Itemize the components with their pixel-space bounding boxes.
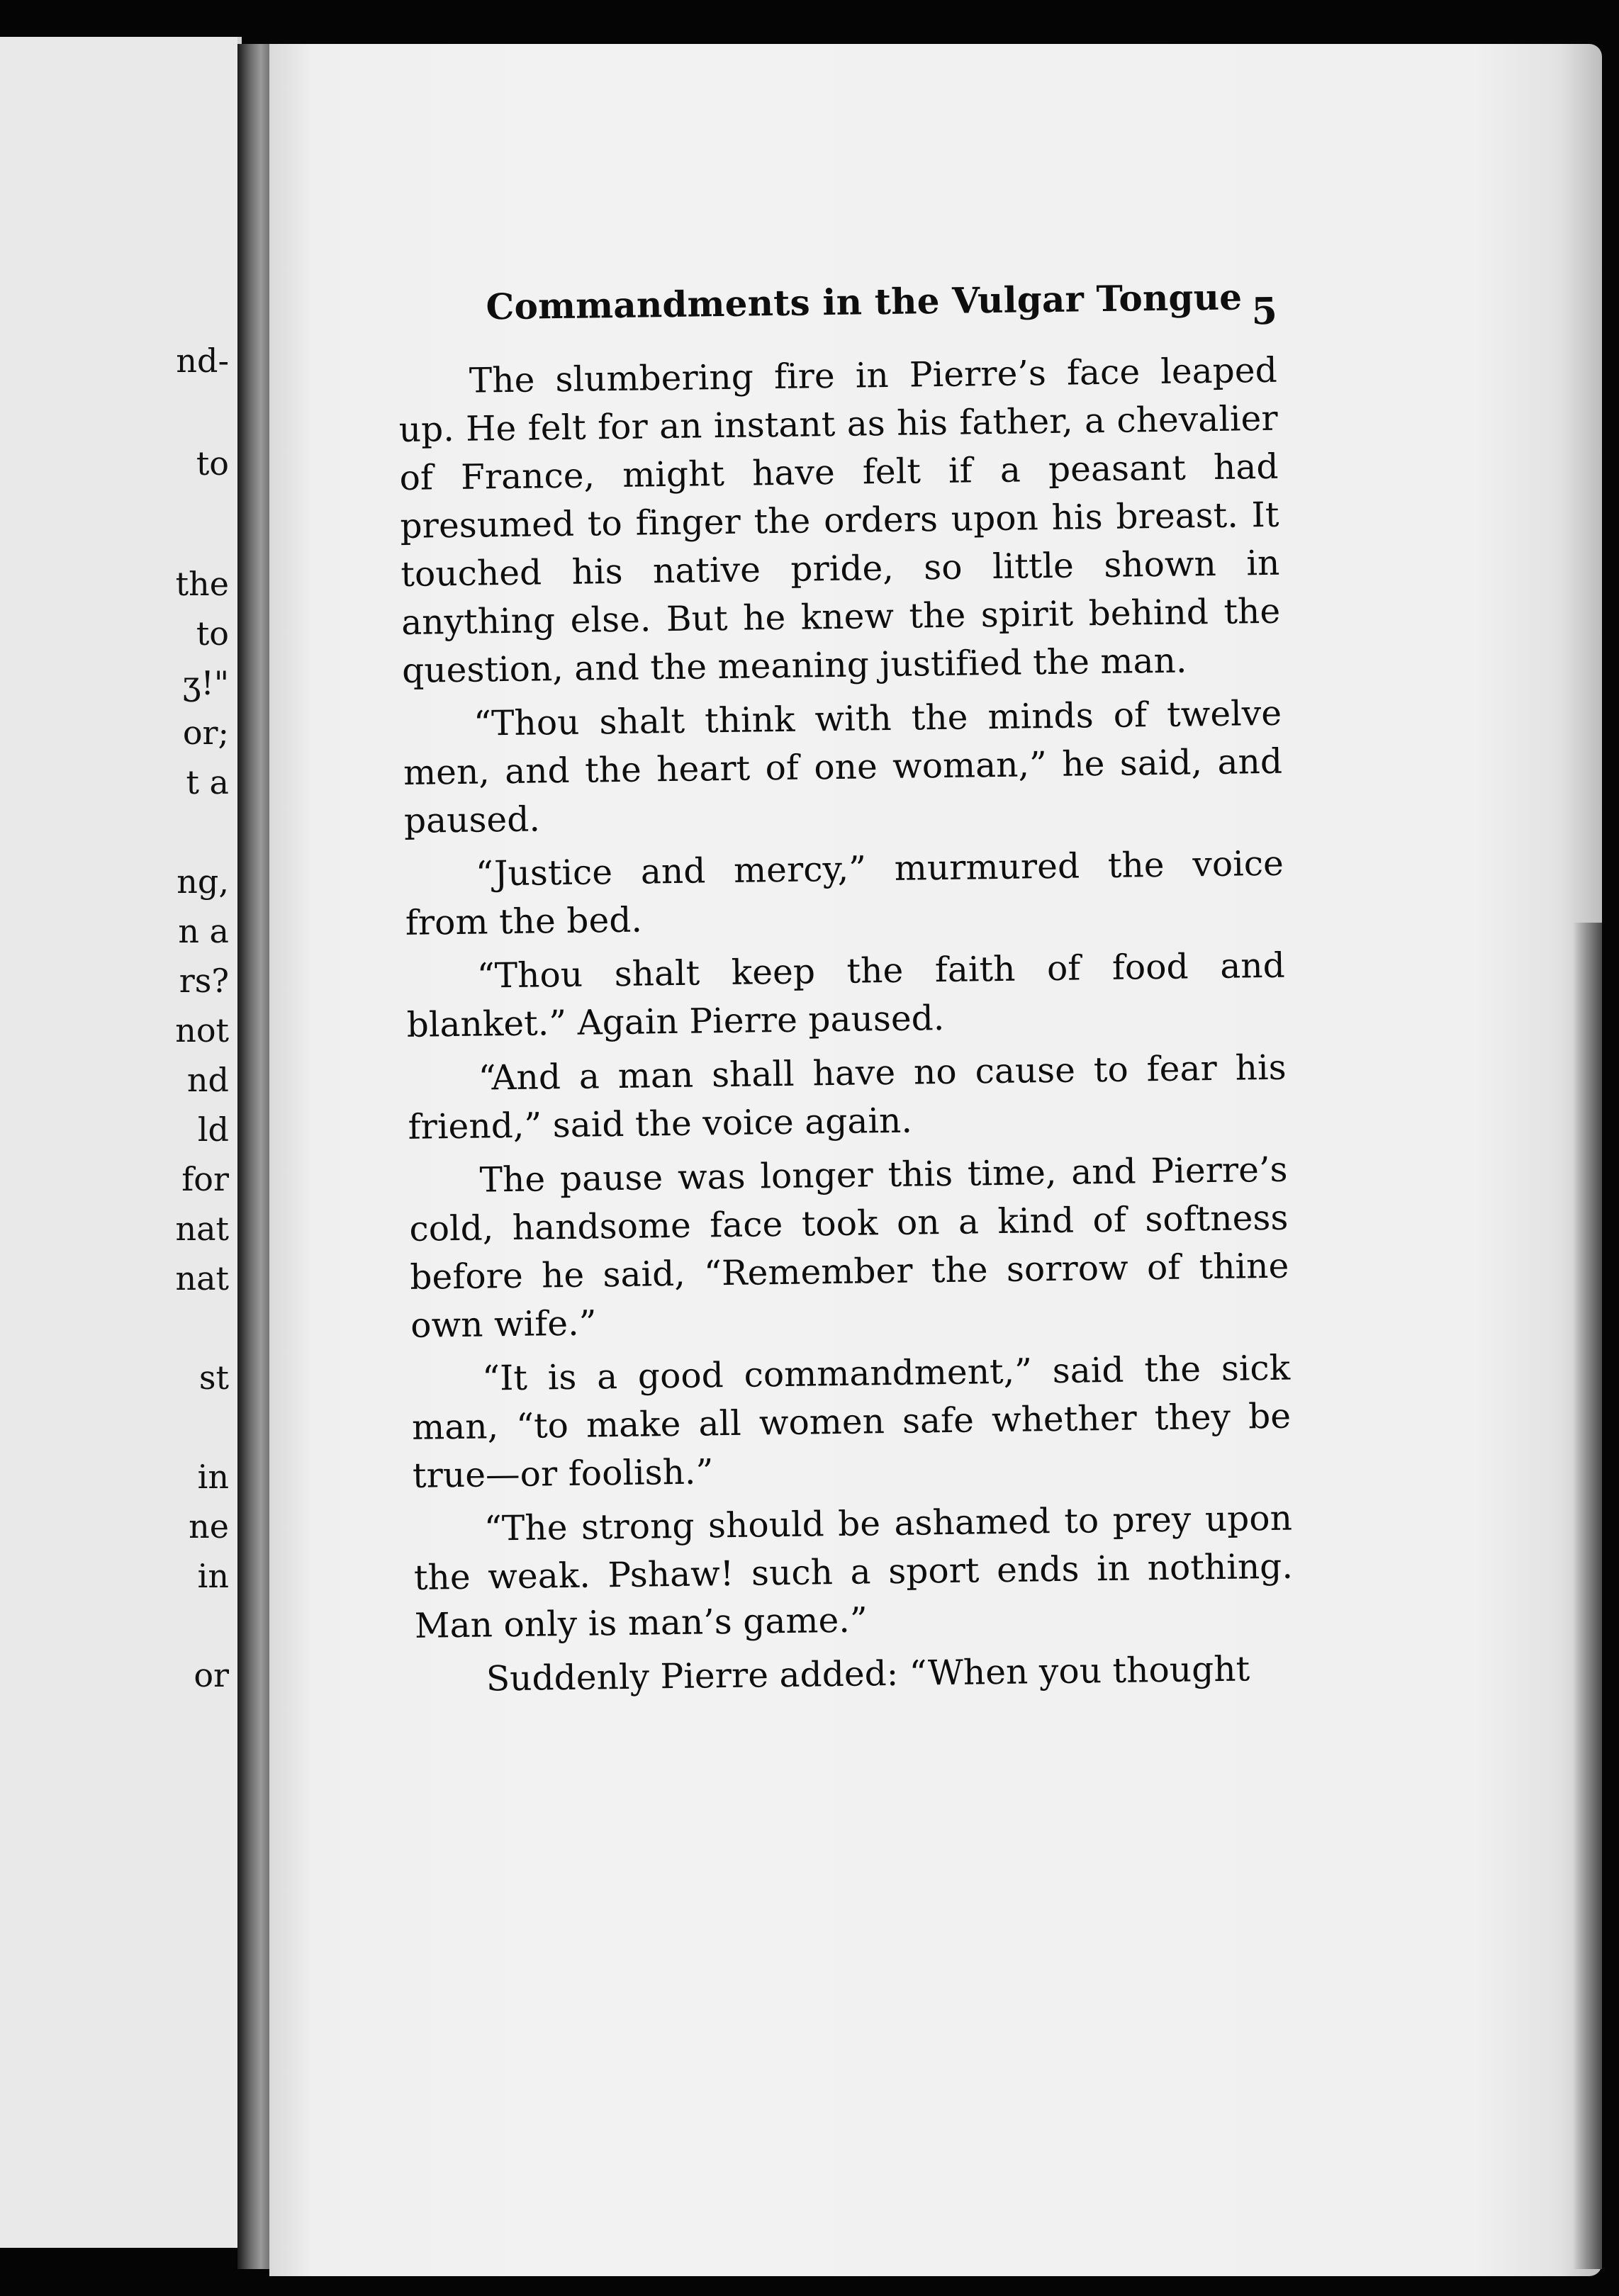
left-line-fragment: n a	[178, 912, 229, 950]
running-head	[397, 269, 1277, 358]
left-line-fragment: rs?	[179, 962, 229, 1000]
left-line-fragment: or;	[182, 714, 229, 752]
paragraph: “And a man shall have no cause to fear his friend,” said the voice again.	[408, 1047, 1287, 1147]
paragraph: The pause was longer this time, and Pierre’s cold, handsome face took on a kind of softness before he said, “Remember the sorrow of thine own wife.”	[409, 1149, 1289, 1346]
left-line-fragment: not	[175, 1011, 229, 1049]
left-line-fragment: nd-	[176, 342, 229, 380]
left-line-fragment: ne	[189, 1507, 229, 1546]
left-line-fragment: to	[196, 614, 229, 653]
left-line-fragment: the	[175, 565, 229, 603]
paragraph: “It is a good commandment,” said the sick man, “to make all women safe whether they be true—or foolish.”	[411, 1348, 1292, 1496]
left-line-fragment: nat	[175, 1210, 229, 1248]
paragraph: “Thou shalt keep the faith of food and blanket.” Again Pierre paused.	[406, 945, 1286, 1045]
page-text-block	[397, 269, 1294, 1710]
paragraph: “The strong should be ashamed to prey upon the weak. Pshaw! such a sport ends in nothing. Man only is man’s game.”	[413, 1498, 1294, 1646]
page-edge-shadow	[1574, 923, 1602, 2269]
page-number: 5	[1251, 289, 1278, 334]
left-page	[0, 37, 242, 2248]
left-line-fragment: in	[197, 1557, 229, 1595]
running-head-title: Commandments in the Vulgar Tongue	[486, 276, 1243, 328]
left-line-fragment: st	[198, 1358, 229, 1397]
left-line-fragment: nd	[186, 1061, 229, 1099]
paragraph: “Justice and mercy,” murmured the voice from the bed.	[405, 843, 1284, 943]
left-line-fragment: nat	[175, 1259, 229, 1298]
left-line-fragment: in	[197, 1458, 229, 1496]
paragraph: “Thou shalt think with the minds of twelve men, and the heart of one woman,” he said, and paused.	[403, 693, 1283, 841]
left-line-fragment: for	[181, 1160, 229, 1198]
left-line-fragment: ʒ!"	[182, 664, 229, 702]
left-line-fragment: ld	[197, 1110, 229, 1149]
left-line-fragment: to	[196, 444, 229, 483]
left-line-fragment: ng,	[177, 862, 229, 901]
left-line-fragment: or	[194, 1656, 229, 1694]
left-line-fragment: t a	[186, 763, 229, 801]
paragraph: Suddenly Pierre added: “When you thought	[486, 1649, 1250, 1699]
paragraph: The slumbering fire in Pierre’s face leaped up. He felt for an instant as his father, a chevalier of France, might have felt if a peasant had presumed to finger the orders upon his breast. It touched his native pride, so little shown in anything else. But he knew the spirit behind the question, and the meaning justified the man.	[398, 350, 1281, 691]
